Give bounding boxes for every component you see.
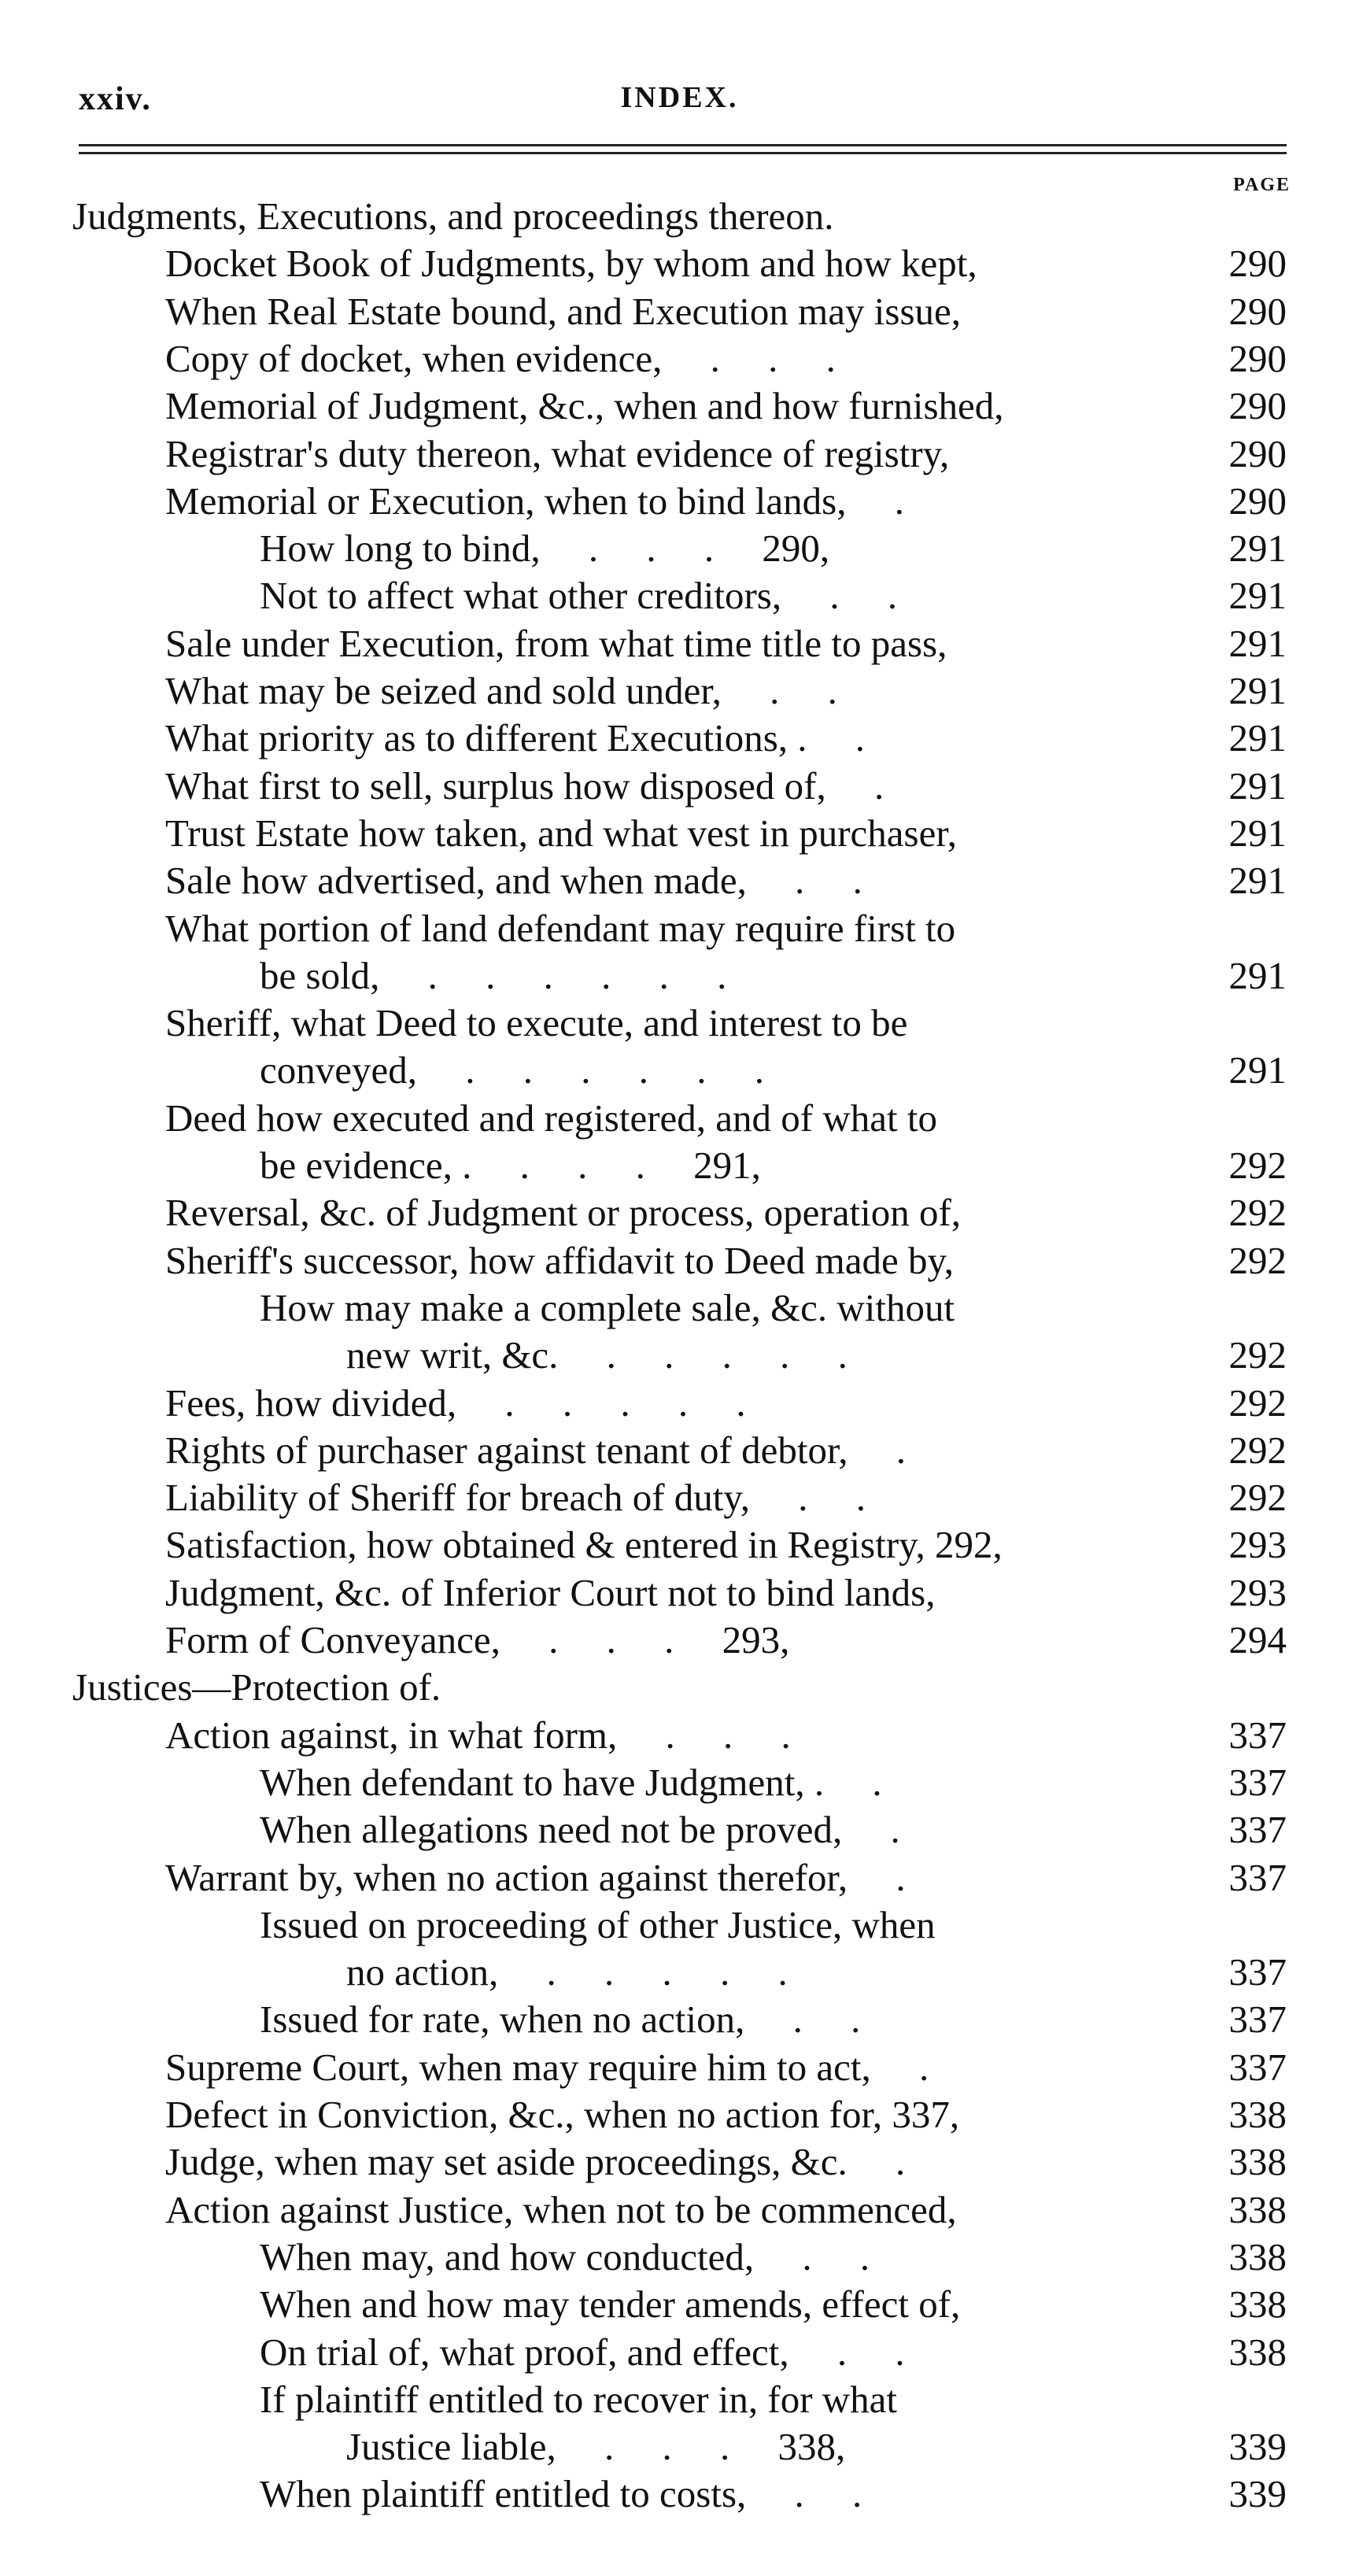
entry-page-number: 291 [1228,764,1287,808]
entry-text: Not to affect what other creditors, . . [260,574,898,617]
entry-page-number: 337 [1228,1808,1287,1851]
entry-text: Registrar's duty thereon, what evidence of registry, [165,432,950,475]
index-entry [260,572,1287,619]
entry-page-number: 337 [1228,1950,1287,1994]
entry-page-number: 290 [1228,290,1287,333]
index-entry [260,2329,1287,2376]
index-entry [165,2186,1287,2234]
index-entry [260,2471,1287,2518]
index-entry [165,478,1287,525]
entry-text: When and how may tender amends, effect of, [260,2282,961,2326]
entry-text: Docket Book of Judgments, by whom and how kept, [165,242,977,285]
entry-text: When may, and how conducted, . . [260,2235,870,2278]
header-rule-top [79,144,1287,146]
entry-page-number: 337 [1228,1998,1287,2041]
index-entry [165,2091,1287,2138]
index-entry [260,952,1287,1000]
section-heading [72,193,1287,240]
index-entry [260,525,1287,572]
entry-text: Defect in Conviction, &c., when no action for, 337, [165,2093,960,2136]
entry-page-number: 294 [1228,1618,1287,1661]
section-heading [72,1664,1287,1711]
entry-text: Memorial or Execution, when to bind lands, . [165,479,904,523]
entry-text: Reversal, &c. of Judgment or process, operation of, [165,1191,962,1234]
index-entry [165,2044,1287,2091]
entry-text: Justice liable, . . . 338, [346,2425,846,2468]
index-entry [260,2376,1287,2423]
index-entry [165,1712,1287,1759]
index-entry [165,905,1287,952]
entry-page-number: 292 [1228,1333,1287,1377]
entry-text: Memorial of Judgment, &c., when and how furnished, [165,384,1004,427]
entry-text: When Real Estate bound, and Execution may issue, [165,290,962,333]
index-entry [165,1474,1287,1521]
index-entry [165,620,1287,667]
entry-page-number: 292 [1228,1428,1287,1472]
index-entry [260,1806,1287,1853]
index-entry [165,383,1287,430]
entry-page-number: 290 [1228,337,1287,380]
section-heading-text: Justices—Protection of. [72,1665,441,1709]
entry-text: be evidence, . . . . 291, [260,1144,761,1187]
index-entry [165,1427,1287,1474]
index-entry [165,431,1287,478]
entry-page-number: 291 [1228,859,1287,902]
entry-page-number: 292 [1228,1381,1287,1425]
entry-page-number: 292 [1228,1191,1287,1234]
page-column-label: PAGE [1233,175,1291,195]
index-entry [165,1569,1287,1617]
entry-page-number: 292 [1228,1476,1287,1519]
index-entry [165,1521,1287,1569]
entry-page-number: 339 [1228,2425,1287,2468]
entry-text: Warrant by, when no action against therefor, . [165,1856,906,1899]
entry-text: new writ, &c. . . . . . [346,1333,848,1377]
running-head: INDEX. [620,81,739,114]
entry-text: How long to bind, . . . 290, [260,527,830,570]
entry-page-number: 293 [1228,1571,1287,1614]
entry-page-number: 291 [1228,622,1287,665]
index-entry [165,1189,1287,1236]
entry-text: no action, . . . . . [346,1950,788,1994]
index-entry [260,2234,1287,2281]
page-folio: xxiv. [79,81,152,117]
entry-text: Sheriff, what Deed to execute, and interest to be [165,1001,908,1044]
entry-text: When defendant to have Judgment, . . [260,1761,882,1804]
entry-page-number: 290 [1228,432,1287,475]
index-entry [165,857,1287,904]
entry-page-number: 339 [1228,2472,1287,2515]
entry-text: conveyed, . . . . . . [260,1048,764,1092]
entry-text: What portion of land defendant may require first to [165,907,956,950]
entry-text: Sheriff's successor, how affidavit to Deed made by, [165,1239,955,1282]
index-entry [165,1854,1287,1902]
entry-page-number: 290 [1228,479,1287,523]
index-entry [165,1617,1287,1664]
index-entry [165,1000,1287,1047]
index-entry [260,1047,1287,1094]
entry-text: Supreme Court, when may require him to act, . [165,2046,929,2089]
entry-page-number: 337 [1228,1761,1287,1804]
entry-page-number: 338 [1228,2093,1287,2136]
entry-page-number: 338 [1228,2140,1287,2183]
entry-text: Sale under Execution, from what time title to pass, [165,622,947,665]
entry-text: Rights of purchaser against tenant of debtor, . [165,1428,907,1472]
entry-text: Trust Estate how taken, and what vest in purchaser, [165,811,957,855]
entry-page-number: 338 [1228,2330,1287,2374]
entry-text: What priority as to different Executions, . . [165,716,866,759]
entry-text: Fees, how divided, . . . . . [165,1381,746,1425]
entry-text: On trial of, what proof, and effect, . . [260,2330,905,2374]
entry-text: Liability of Sheriff for breach of duty, . . [165,1476,866,1519]
entry-page-number: 290 [1228,242,1287,285]
entry-text: be sold, . . . . . . [260,954,727,997]
entry-page-number: 293 [1228,1523,1287,1566]
entry-page-number: 338 [1228,2282,1287,2326]
index-entry [165,1380,1287,1427]
index-entry [165,667,1287,715]
entry-page-number: 291 [1228,574,1287,617]
entry-text: What may be seized and sold under, . . [165,669,837,712]
index-entry [165,1237,1287,1284]
entry-page-number: 291 [1228,669,1287,712]
entry-text: Copy of docket, when evidence, . . . [165,337,836,380]
entry-page-number: 290 [1228,384,1287,427]
index-entry [346,2423,1287,2471]
index-entry [260,1142,1287,1189]
entry-text: When allegations need not be proved, . [260,1808,900,1851]
index-entry [346,1332,1287,1379]
entry-page-number: 338 [1228,2235,1287,2278]
entry-text: Action against, in what form, . . . [165,1713,791,1757]
index-entry [165,763,1287,810]
entry-page-number: 337 [1228,1856,1287,1899]
entry-text: Satisfaction, how obtained & entered in Registry, 292, [165,1523,1003,1566]
index-entry [165,288,1287,335]
entry-text: Issued for rate, when no action, . . [260,1998,861,2041]
section-heading-text: Judgments, Executions, and proceedings thereon. [72,194,834,238]
index-entry [165,335,1287,383]
entry-text: Judge, when may set aside proceedings, &c. . [165,2140,906,2183]
entry-text: How may make a complete sale, &c. without [260,1286,955,1329]
index-entry [165,810,1287,857]
entry-text: Deed how executed and registered, and of what to [165,1096,937,1140]
index-entry [165,2138,1287,2186]
entry-text: If plaintiff entitled to recover in, for what [260,2378,898,2421]
entry-page-number: 292 [1228,1239,1287,1282]
index-entry [260,2281,1287,2328]
entry-page-number: 291 [1228,1048,1287,1092]
index-entry [165,240,1287,287]
index-entry [260,1902,1287,1949]
header-rule-bottom [79,152,1287,154]
entry-page-number: 292 [1228,1144,1287,1187]
entry-page-number: 337 [1228,2046,1287,2089]
index-entry [165,1095,1287,1142]
entry-text: Action against Justice, when not to be commenced, [165,2188,957,2231]
entry-page-number: 338 [1228,2188,1287,2231]
index-entry [260,1759,1287,1806]
entry-page-number: 291 [1228,716,1287,759]
entry-text: What first to sell, surplus how disposed of, . [165,764,884,808]
index-entry [260,1996,1287,2043]
entry-text: Sale how advertised, and when made, . . [165,859,862,902]
entry-text: Judgment, &c. of Inferior Court not to bind lands, [165,1571,936,1614]
index-entry [260,1284,1287,1332]
entry-text: Form of Conveyance, . . . 293, [165,1618,790,1661]
index-entry [346,1949,1287,1996]
entry-text: Issued on proceeding of other Justice, when [260,1903,936,1946]
index-entry [165,715,1287,762]
entry-page-number: 291 [1228,527,1287,570]
entry-page-number: 337 [1228,1713,1287,1757]
entry-page-number: 291 [1228,811,1287,855]
entry-page-number: 291 [1228,954,1287,997]
entry-text: When plaintiff entitled to costs, . . [260,2472,862,2515]
